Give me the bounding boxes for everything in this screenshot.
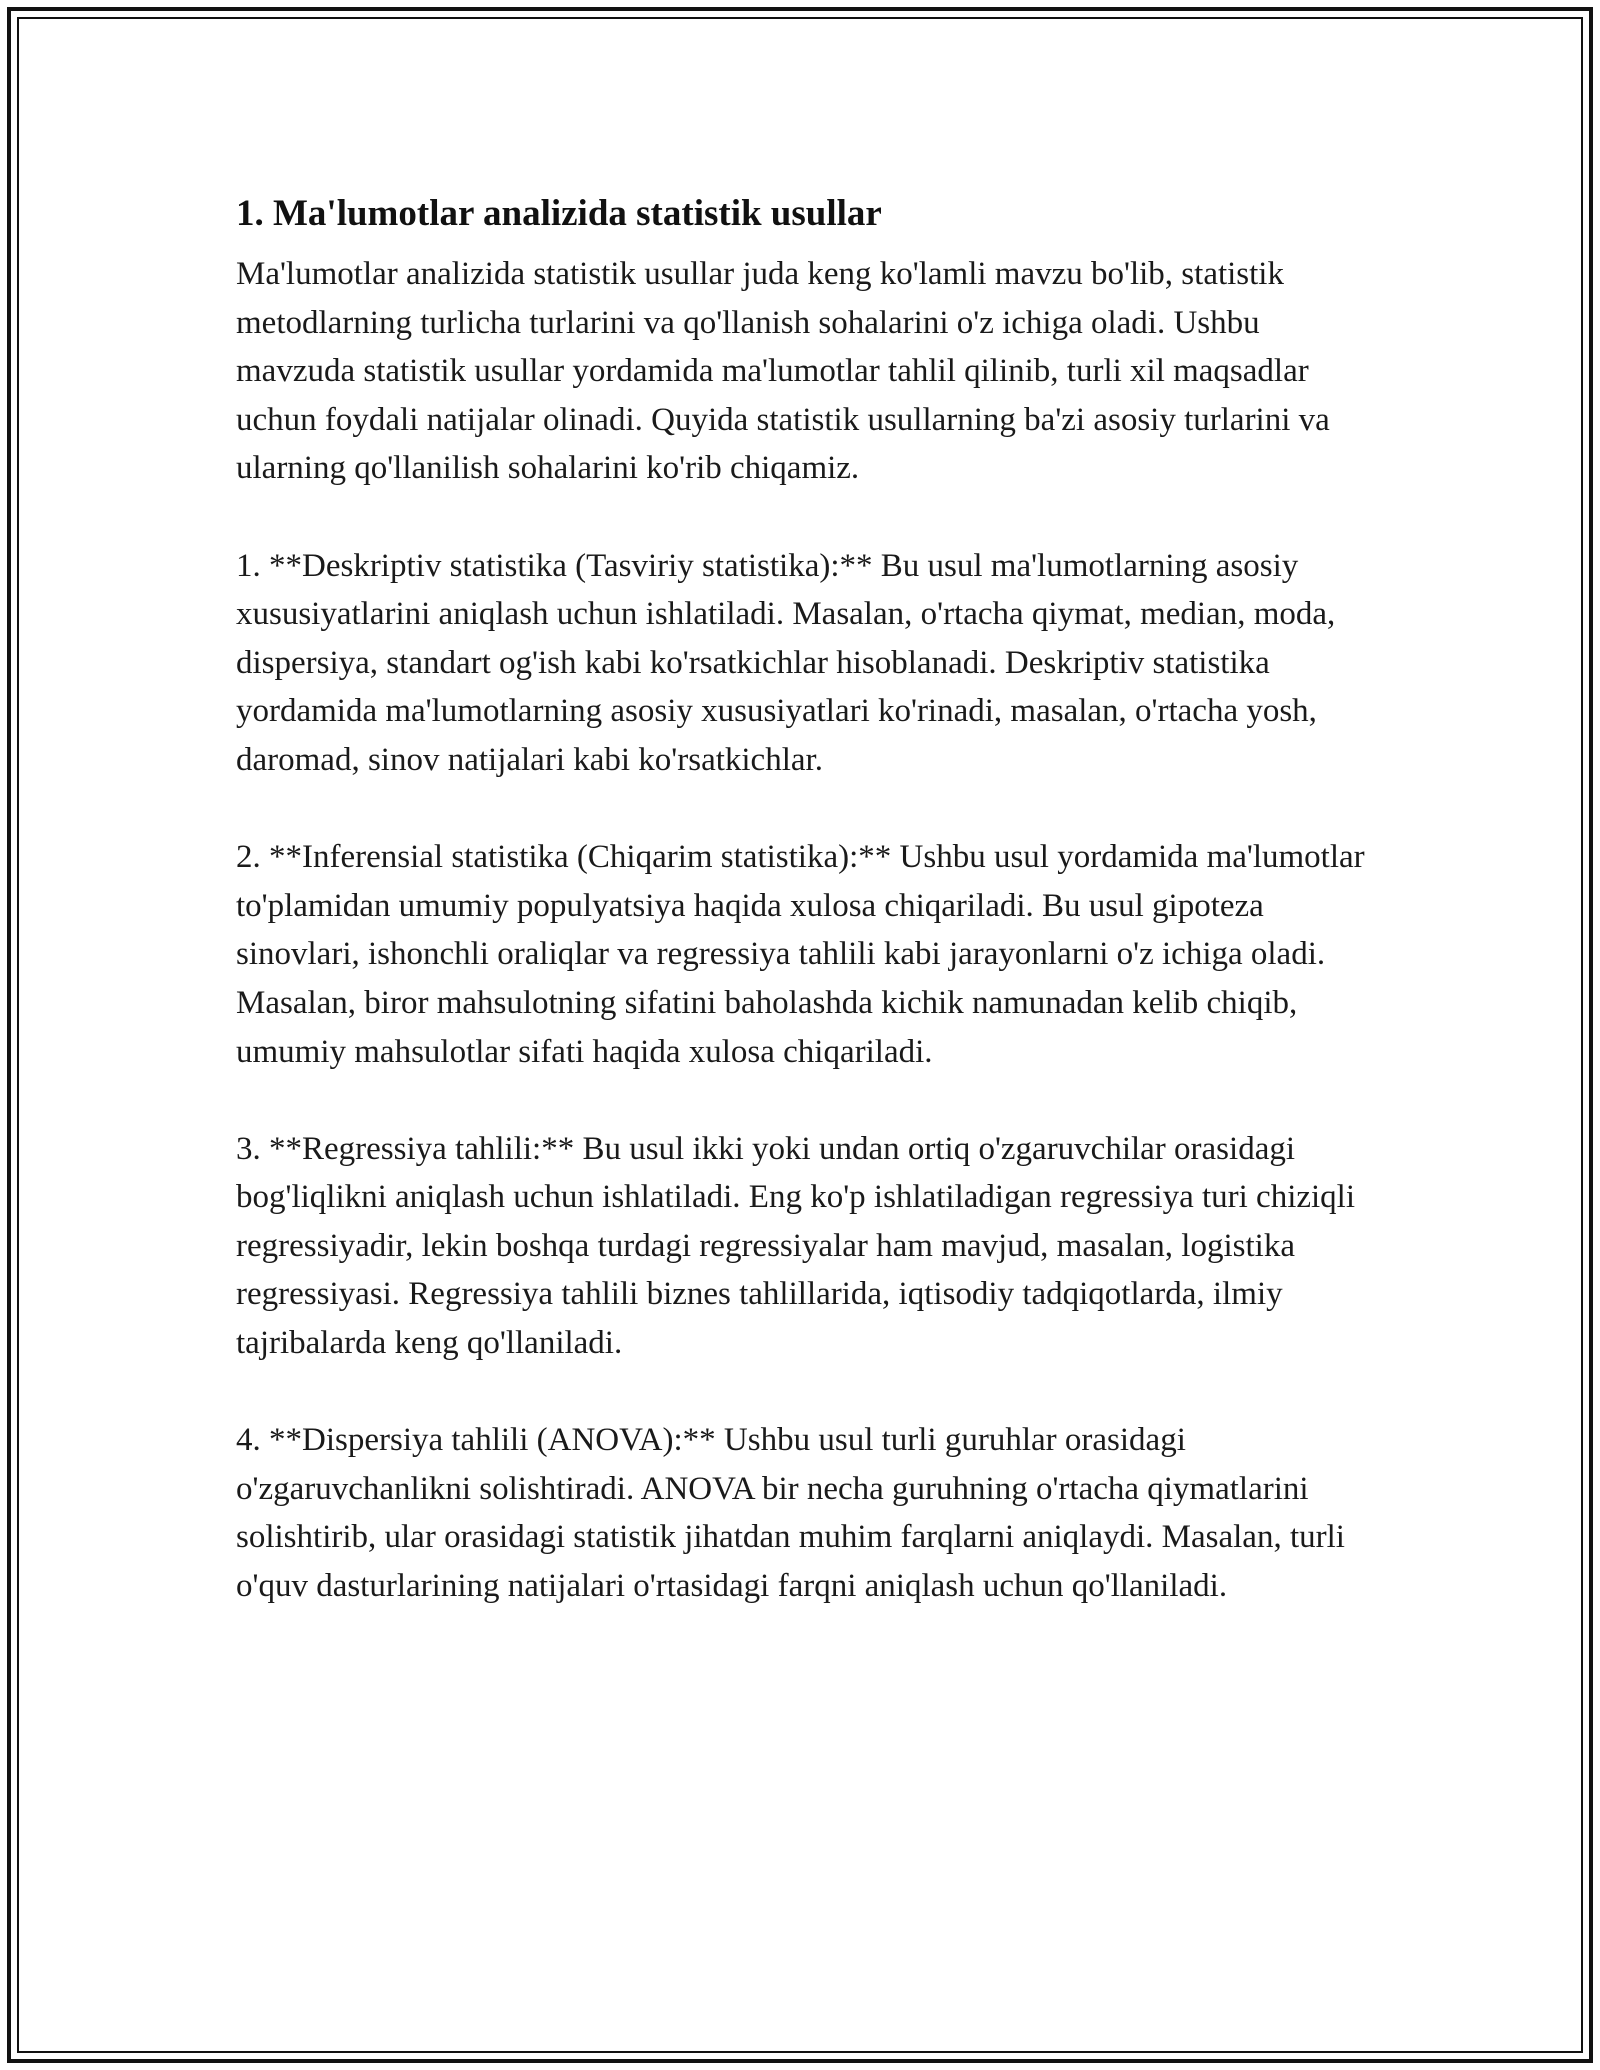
paragraph-anova: 4. **Dispersiya tahlili (ANOVA):** Ushbu usul turli guruhlar orasidagi o'zgaruvchanlikni solishtiradi. ANOVA bir necha guruhning o'rtacha qiymatlarini solishtirib, ular orasidagi statistik jihatdan muhim farqlarni aniqlaydi. Masalan, turli o'quv dasturlarining natijalari o'rtasidagi farqni aniqlash uchun qo'llaniladi.	[236, 1422, 1345, 1605]
paragraph-descriptive-statistics: 1. **Deskriptiv statistika (Tasviriy statistika):** Bu usul ma'lumotlarning asosiy xususiyatlarini aniqlash uchun ishlatiladi. Masalan, o'rtacha qiymat, median, moda, dispersiya, standart og'ish kabi ko'rsatkichlar hisoblanadi. Deskriptiv statistika yordamida ma'lumotlarning asosiy xususiyatlari ko'rinadi, masalan, o'rtacha yosh, daromad, sinov natijalari kabi ko'rsatkichlar.	[236, 547, 1336, 778]
paragraph-intro: Ma'lumotlar analizida statistik usullar juda keng ko'lamli mavzu bo'lib, statistik metodlarning turlicha turlarini va qo'llanish sohalarini o'z ichiga oladi. Ushbu mavzuda statistik usullar yordamida ma'lumotlar tahlil qilinib, turli xil maqsadlar uchun foydali natijalar olinadi. Quyida statistik usullarning ba'zi asosiy turlarini va ularning qo'llanilish sohalarini ko'rib chiqamiz.	[236, 256, 1330, 487]
paragraph-inferential-statistics: 2. **Inferensial statistika (Chiqarim statistika):** Ushbu usul yordamida ma'lumotlar to'plamidan umumiy populyatsiya haqida xulosa chiqariladi. Bu usul gipoteza sinovlari, ishonchli oraliqlar va regressiya tahlili kabi jarayonlarni o'z ichiga oladi. Masalan, biror mahsulotning sifatini baholashda kichik namunadan kelib chiqib, umumiy mahsulotlar sifati haqida xulosa chiqariladi.	[236, 839, 1365, 1070]
document-title: 1. Ma'lumotlar analizida statistik usullar	[236, 193, 882, 234]
document-body	[236, 186, 1366, 1611]
paragraph-regression-analysis: 3. **Regressiya tahlili:** Bu usul ikki yoki undan ortiq o'zgaruvchilar orasidagi bog'liqlikni aniqlash uchun ishlatiladi. Eng ko'p ishlatiladigan regressiya turi chiziqli regressiyadir, lekin boshqa turdagi regressiyalar ham mavjud, masalan, logistika regressiyasi. Regressiya tahlili biznes tahlillarida, iqtisodiy tadqiqotlarda, ilmiy tajribalarda keng qo'llaniladi.	[236, 1130, 1356, 1362]
